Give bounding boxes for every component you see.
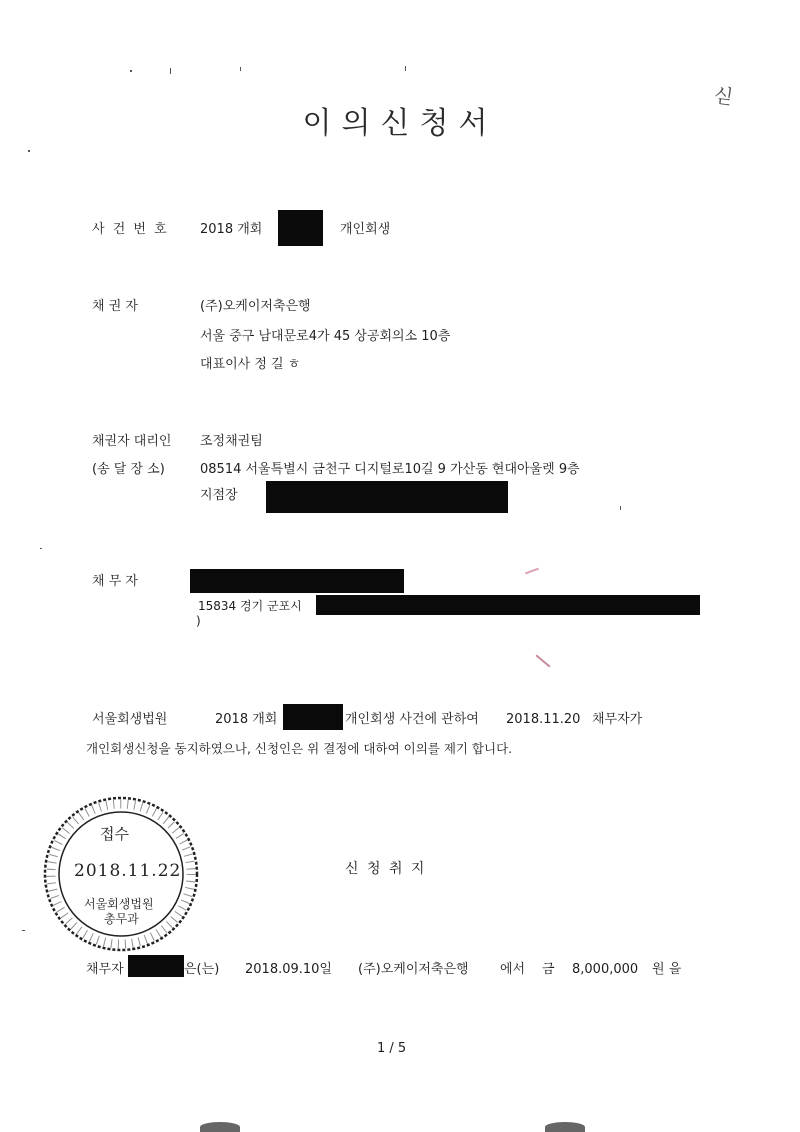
purpose-date: 2018.09.10일	[245, 962, 332, 977]
purpose-heading: 신 청 취 지	[345, 861, 427, 877]
scan-speck	[28, 150, 30, 152]
purpose-particle: 은(는)	[184, 962, 220, 977]
scan-speck	[22, 930, 25, 931]
page-indicator: 1 / 5	[377, 1041, 407, 1056]
stamp-court: 서울회생법원	[84, 897, 154, 911]
scan-speck	[240, 67, 241, 71]
redacted-debtor-address	[316, 595, 700, 615]
body-case-prefix: 2018 개회	[215, 712, 278, 727]
branch-manager-label: 지점장	[200, 488, 238, 503]
handwritten-mark: 싣	[712, 82, 735, 110]
purpose-debtor-label: 채무자	[86, 962, 124, 977]
scan-speck	[620, 506, 621, 510]
body-date: 2018.11.20	[506, 712, 581, 727]
delivery-address: 08514 서울특별시 금천구 디지털로10길 9 가산동 현대아울렛 9층	[200, 462, 580, 477]
ink-mark	[525, 568, 539, 575]
body-debtor-word: 채무자가	[592, 712, 643, 727]
creditor-address: 서울 중구 남대문로4가 45 상공회의소 10층	[200, 329, 451, 344]
redacted-body-case-number	[283, 704, 343, 730]
scan-speck	[130, 70, 132, 72]
ink-mark	[535, 654, 550, 667]
stamp-department: 총무과	[104, 912, 139, 926]
redacted-debtor-name	[190, 569, 404, 593]
body-line-2: 개인회생신청을 동지하였으나, 신청인은 위 결정에 대하여 이의를 제기 합니다.	[86, 741, 513, 756]
debtor-address-prefix: 15834 경기 군포시	[198, 599, 302, 613]
redacted-branch-manager	[266, 481, 508, 513]
purpose-unit: 원 을	[652, 962, 682, 977]
redacted-purpose-debtor	[128, 955, 184, 977]
purpose-amount-label: 금	[542, 962, 555, 977]
scan-speck	[40, 548, 42, 549]
delivery-label: (송 달 장 소)	[92, 462, 165, 477]
redacted-case-number	[278, 210, 323, 246]
case-number-prefix: 2018 개회	[200, 222, 263, 237]
body-case-after: 개인회생 사건에 관하여	[345, 712, 479, 727]
court-name: 서울회생법원	[92, 712, 168, 727]
debtor-label: 채 무 자	[92, 574, 138, 589]
scan-speck	[405, 66, 406, 71]
creditor-label: 채 권 자	[92, 299, 138, 314]
debtor-address-suffix: )	[196, 614, 201, 628]
purpose-creditor: (주)오케이저축은행	[358, 962, 469, 977]
scan-speck	[200, 1122, 240, 1132]
agent-name: 조정채권팀	[200, 434, 263, 449]
stamp-label: 접수	[100, 825, 129, 843]
scan-speck	[170, 68, 171, 74]
case-type: 개인회생	[340, 222, 391, 237]
purpose-amount: 8,000,000	[572, 962, 639, 977]
reception-stamp	[42, 795, 200, 953]
scan-speck	[545, 1122, 585, 1132]
creditor-name: (주)오케이저축은행	[200, 299, 311, 314]
creditor-representative: 대표이사 정 길 ㅎ	[200, 357, 301, 372]
agent-label: 채권자 대리인	[92, 434, 172, 449]
document-title: 이의신청서	[302, 106, 498, 141]
case-number-label: 사 건 번 호	[92, 222, 169, 237]
stamp-date: 2018.11.22	[74, 861, 182, 881]
purpose-from: 에서	[500, 962, 526, 977]
